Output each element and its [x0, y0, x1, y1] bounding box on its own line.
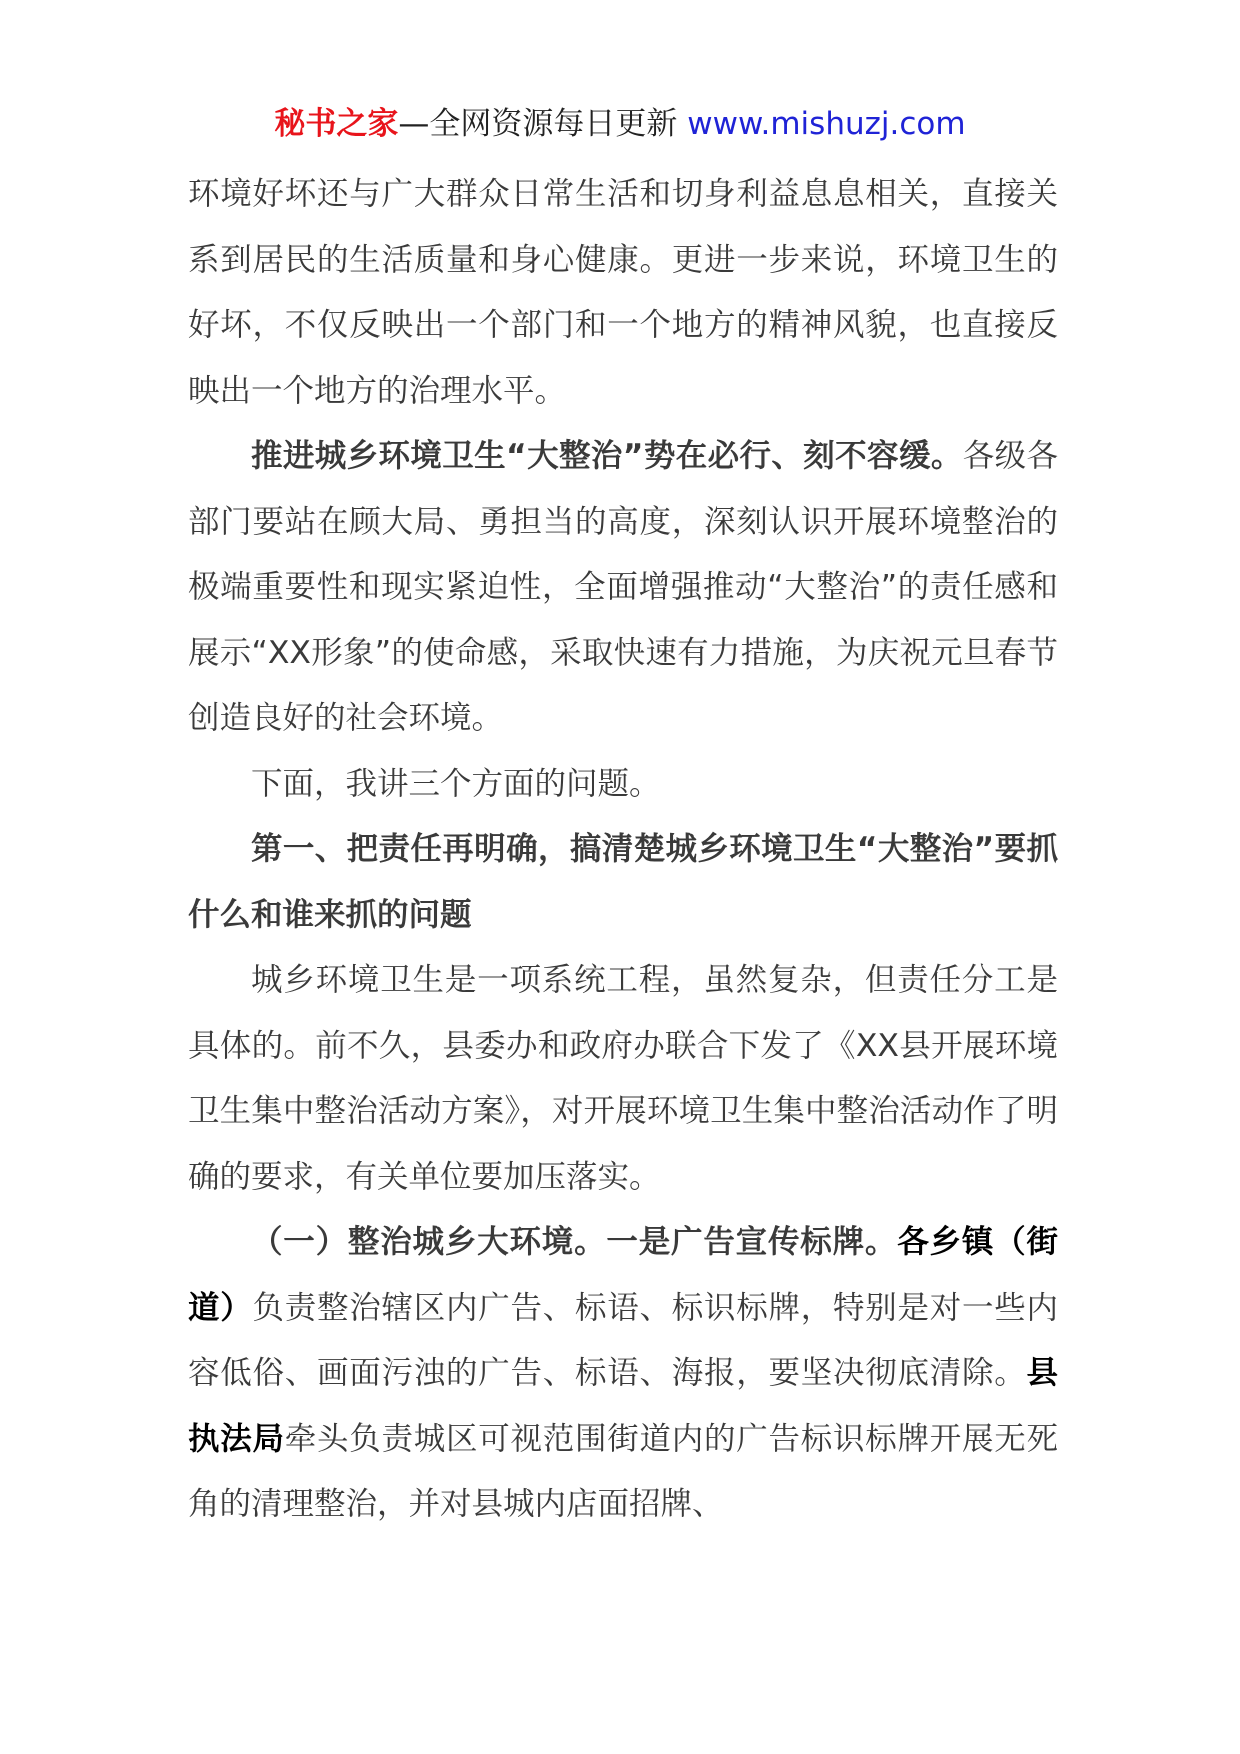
townships-duty-text: 负责整治辖区内广告、标语、标识标牌，特别是对一些内容低俗、画面污浊的广告、标语、海报，要坚决彻底清除。: [188, 1289, 1058, 1391]
urgency-heading: 推进城乡环境卫生“大整治”势在必行、刻不容缓。: [251, 438, 963, 474]
paragraph-environment-impact: 环境好坏还与广大群众日常生活和切身利益息息相关，直接关系到居民的生活质量和身心健康。更进一步来说，环境卫生的好坏，不仅反映出一个部门和一个地方的精神风貌，也直接反映出一个地方的治理水平。: [188, 176, 1058, 409]
paragraph-urgency: [188, 424, 1058, 752]
responsible-enforcement-bureau: 县执法局: [188, 1355, 1058, 1457]
urgency-text: 各级各部门要站在顾大局、勇担当的高度，深刻认识开展环境整治的极端重要性和现实紧迫性，全面增强推动“大整治”的责任感和展示“XX形象”的使命感，采取快速有力措施，为庆祝元旦春节创造良好的社会环境。: [188, 438, 1058, 736]
responsible-townships: 各乡镇（街道）: [188, 1224, 1058, 1326]
section-heading-first: 第一、把责任再明确，搞清楚城乡环境卫生“大整治”要抓什么和谁来抓的问题: [188, 831, 1058, 933]
paragraph-system-engineering: 城乡环境卫生是一项系统工程，虽然复杂，但责任分工是具体的。前不久，县委办和政府办联合下发了《XX县开展环境卫生集中整治活动方案》，对开展环境卫生集中整治活动作了明确的要求，有关单位要加压落实。: [188, 962, 1058, 1195]
site-url-link[interactable]: www.mishuzj.com: [687, 106, 966, 142]
document-body: [188, 162, 1058, 1538]
paragraph-intro-three-points: 下面，我讲三个方面的问题。: [251, 765, 661, 802]
enforcement-duty-text: 牵头负责城区可视范围街道内的广告标识标牌开展无死角的清理整治，并对县城内店面招牌、: [188, 1420, 1058, 1522]
paragraph-rectify-environment: [188, 1210, 1058, 1538]
site-tagline: —全网资源每日更新: [398, 106, 678, 142]
site-header: [0, 104, 1240, 144]
subsection-heading-one: （一）整治城乡大环境。一是广告宣传标牌。: [251, 1224, 898, 1260]
site-brand: 秘书之家: [274, 106, 399, 142]
